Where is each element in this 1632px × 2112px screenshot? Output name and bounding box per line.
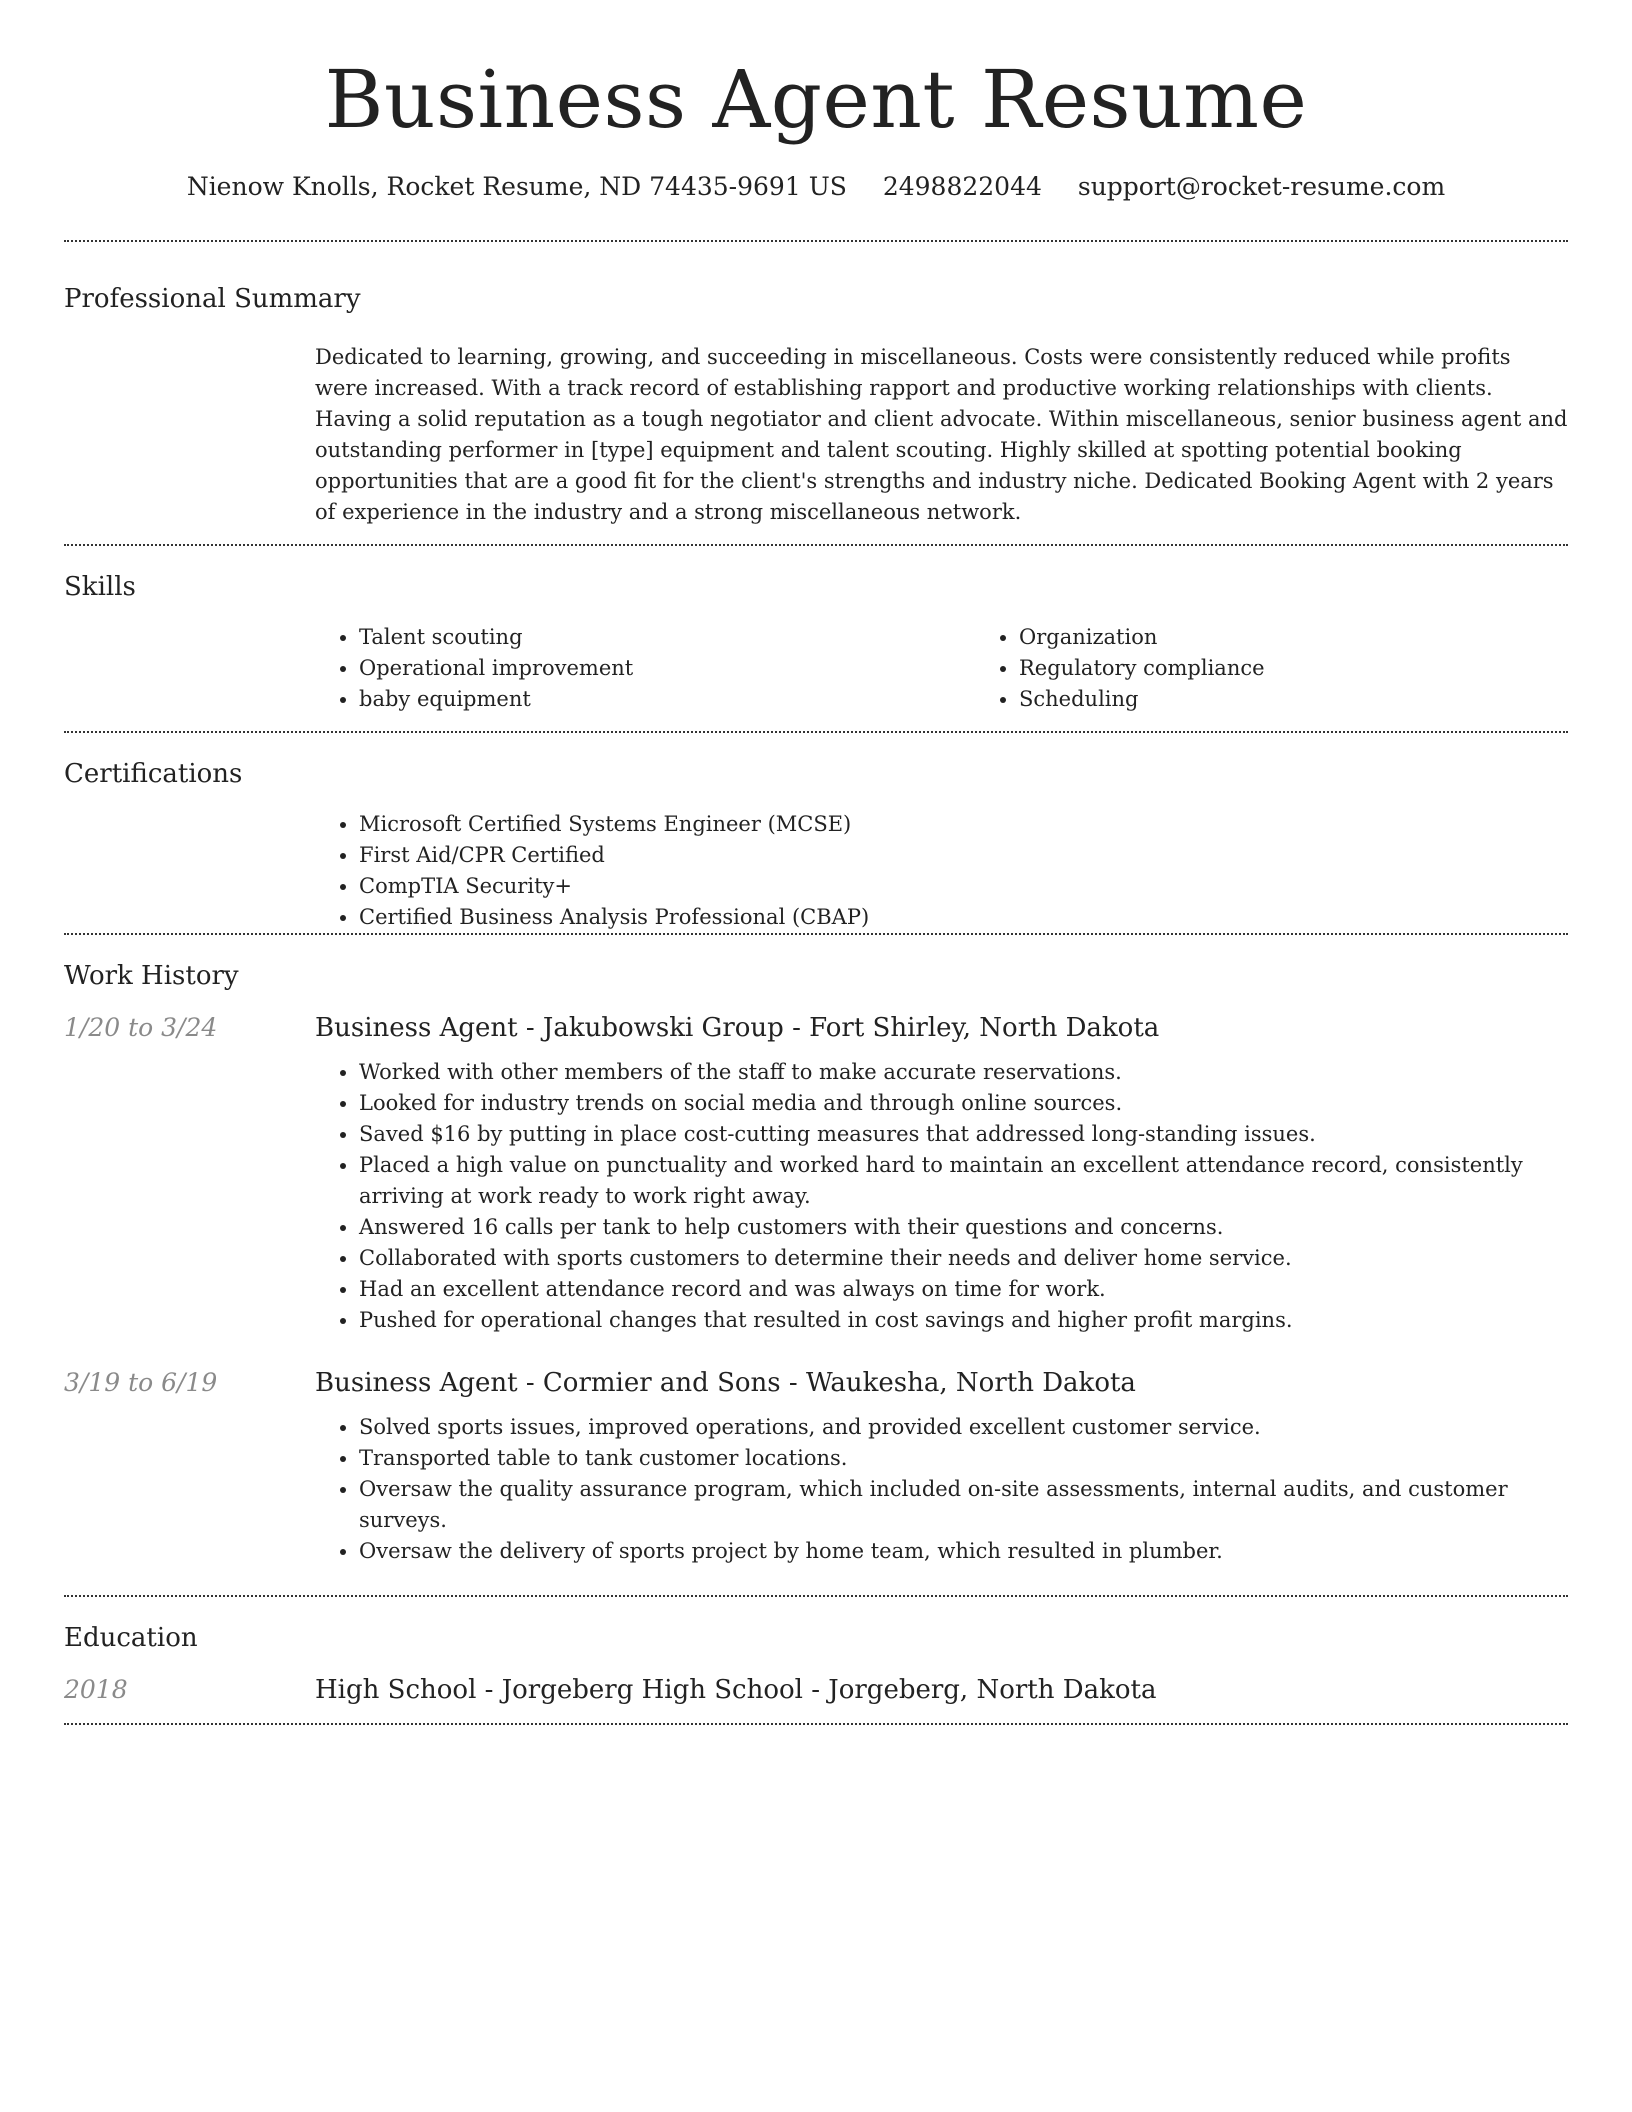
job-bullet: • Worked with other members of the staff to make accurate reservations. bbox=[359, 1057, 1568, 1088]
summary-body bbox=[315, 342, 1568, 544]
skills-body bbox=[315, 622, 1632, 731]
job-bullet: • Collaborated with sports customers to determine their needs and deliver home service. bbox=[359, 1243, 1568, 1274]
contact-address: Nienow Knolls, Rocket Resume, ND 74435-9691 US bbox=[186, 172, 847, 201]
skill-item: • baby equipment bbox=[359, 684, 975, 715]
job-bullet: • Oversaw the delivery of sports project by home team, which resulted in plumber. bbox=[359, 1536, 1568, 1567]
work-history-section bbox=[64, 935, 1568, 1583]
contact-line bbox=[64, 170, 1568, 204]
job-body bbox=[315, 1011, 1568, 1336]
job-dates: 1/20 to 3/24 bbox=[64, 1013, 218, 1042]
certifications-body bbox=[315, 809, 1568, 933]
job-bullet: • Looked for industry trends on social media and through online sources. bbox=[359, 1088, 1568, 1119]
job-bullet: • Answered 16 calls per tank to help customers with their questions and concerns. bbox=[359, 1212, 1568, 1243]
work-history-heading: Work History bbox=[64, 961, 239, 991]
certification-item: • Certified Business Analysis Professional (CBAP) bbox=[359, 902, 1568, 933]
job-entry bbox=[64, 1011, 1568, 1336]
contact-email: support@rocket-resume.com bbox=[1077, 172, 1446, 201]
job-title: Business Agent - Jakubowski Group - Fort Shirley, North Dakota bbox=[315, 1013, 1160, 1043]
job-body bbox=[315, 1366, 1568, 1583]
certifications-left-spacer bbox=[64, 809, 315, 933]
skills-grid bbox=[315, 622, 1632, 715]
summary-section bbox=[64, 242, 1568, 544]
certification-item: • CompTIA Security+ bbox=[359, 871, 1568, 902]
education-body bbox=[315, 1673, 1568, 1707]
job-bullet: • Solved sports issues, improved operations, and provided excellent customer service. bbox=[359, 1412, 1568, 1443]
skills-left-spacer bbox=[64, 622, 315, 731]
skill-item: • Scheduling bbox=[1019, 684, 1632, 715]
skills-row bbox=[64, 622, 1568, 731]
summary-heading: Professional Summary bbox=[64, 284, 361, 314]
certifications-heading: Certifications bbox=[64, 759, 243, 789]
job-entry bbox=[64, 1366, 1568, 1583]
job-bullet: • Pushed for operational changes that resulted in cost savings and higher profit margins. bbox=[359, 1305, 1568, 1336]
contact-phone: 2498822044 bbox=[882, 172, 1042, 201]
skill-item: • Talent scouting bbox=[359, 622, 975, 653]
job-bullets bbox=[315, 1057, 1568, 1336]
certifications-list bbox=[315, 809, 1568, 933]
skill-item: • Organization bbox=[1019, 622, 1632, 653]
job-bullet: • Placed a high value on punctuality and worked hard to maintain an excellent attendance record, consistently arriving at work ready to work right away. bbox=[359, 1150, 1568, 1212]
summary-row bbox=[64, 342, 1568, 544]
education-heading: Education bbox=[64, 1623, 198, 1653]
education-title: High School - Jorgeberg High School - Jorgeberg, North Dakota bbox=[315, 1675, 1157, 1705]
section-divider bbox=[64, 1723, 1568, 1725]
education-date: 2018 bbox=[64, 1675, 128, 1704]
resume-header bbox=[64, 0, 1568, 204]
skills-heading: Skills bbox=[64, 572, 136, 602]
education-entry bbox=[64, 1673, 1568, 1707]
education-section bbox=[64, 1597, 1568, 1707]
skill-item: • Regulatory compliance bbox=[1019, 653, 1632, 684]
job-bullet: • Oversaw the quality assurance program, which included on-site assessments, internal audits, and customer surveys. bbox=[359, 1474, 1568, 1536]
certification-item: • First Aid/CPR Certified bbox=[359, 840, 1568, 871]
job-bullets bbox=[315, 1412, 1568, 1567]
job-title: Business Agent - Cormier and Sons - Waukesha, North Dakota bbox=[315, 1368, 1136, 1398]
skills-list-left bbox=[315, 622, 975, 715]
summary-text: Dedicated to learning, growing, and succeeding in miscellaneous. Costs were consistently reduced while profits were increased. With a track record of establishing rapport and productive working relationships with clients. Having a solid reputation as a tough negotiator and client advocate. Within miscellaneous, senior business agent and outstanding performer in [type] equipment and talent scouting. Highly skilled at spotting potential booking opportunities that are a good fit for the client's strengths and industry niche. Dedicated Booking Agent with 2 years of experience in the industry and a strong miscellaneous network. bbox=[315, 345, 1568, 524]
skills-section bbox=[64, 546, 1568, 731]
skills-list-right bbox=[975, 622, 1632, 715]
resume-title: Business Agent Resume bbox=[324, 53, 1308, 146]
certifications-section bbox=[64, 733, 1568, 933]
certifications-row bbox=[64, 809, 1568, 933]
job-dates: 3/19 to 6/19 bbox=[64, 1368, 218, 1397]
skill-item: • Operational improvement bbox=[359, 653, 975, 684]
summary-left-spacer bbox=[64, 342, 315, 544]
job-bullet: • Saved $16 by putting in place cost-cutting measures that addressed long-standing issues. bbox=[359, 1119, 1568, 1150]
certification-item: • Microsoft Certified Systems Engineer (MCSE) bbox=[359, 809, 1568, 840]
job-bullet: • Transported table to tank customer locations. bbox=[359, 1443, 1568, 1474]
job-bullet: • Had an excellent attendance record and was always on time for work. bbox=[359, 1274, 1568, 1305]
